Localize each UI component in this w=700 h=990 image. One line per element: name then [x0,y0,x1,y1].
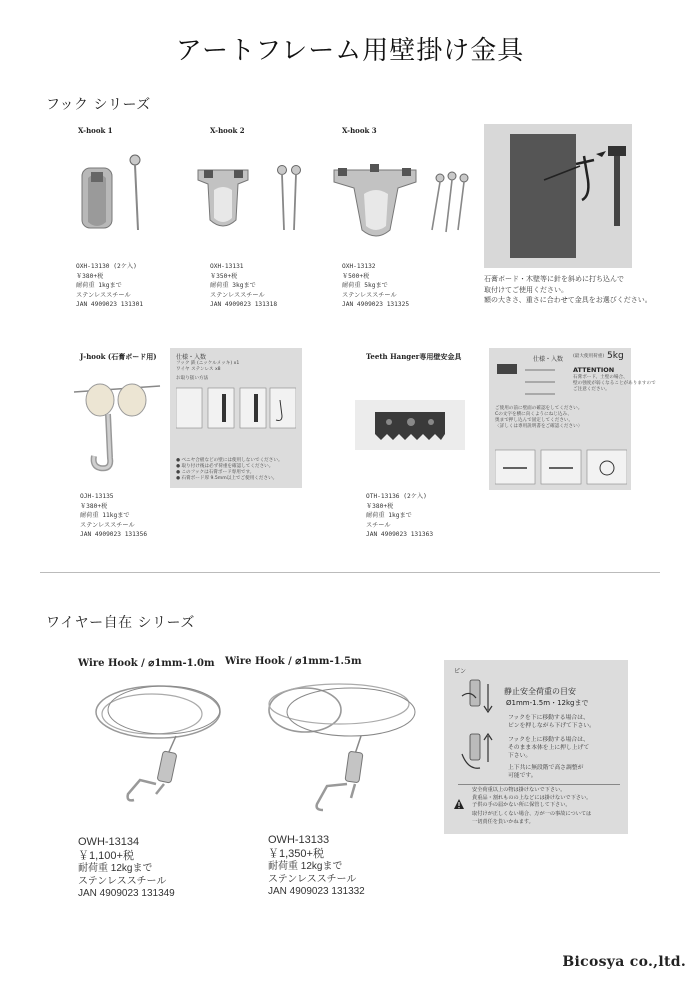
wirehook2-jan: JAN 4909023 131332 [268,886,365,897]
xhook3-code: OXH-13132 [342,263,376,270]
wirehook1-info [78,836,175,901]
xhook1-image [70,150,150,240]
wire-panel-step2: フックを上に移動する場合は、 そのまま本体を上に押し上げて 下さい。 [508,737,590,759]
wire-instruction-panel [444,660,628,834]
wire-panel-warn4: 取付けが正しくない場合、万が一の事故については 一切責任を負いかねます。 [472,811,592,825]
wirehook1-code: OWH-13134 [78,836,140,848]
xhook2-code: OXH-13131 [210,263,244,270]
wire-series-heading: ワイヤー自在 シリーズ [46,615,195,631]
xhook-note [484,274,652,306]
wire-panel-warn2: 貴重品・割れものの上などには掛けないで下さい。 [472,794,592,801]
wire-panel-warn3: 子供の手の届かない所に保管して下さい。 [472,802,571,809]
wire-panel-hand-diagram [452,676,500,786]
teeth-panel-weight-label: (最大使用荷重) [573,354,605,359]
jhook-panel-howto-title: お取り扱い方法 [176,376,209,381]
jhook-price: ￥380+税 [80,502,108,510]
wire-panel-step3: 上下共に無段階で高さ調整が 可能です。 [508,765,584,779]
teeth-label: Teeth Hanger専用壁安金具 [366,352,462,361]
jhook-code: OJH-13135 [80,493,114,500]
wirehook2-load: 耐荷重 12kgまで [268,861,343,872]
wire-panel-title: 静止安全荷重の目安 [504,687,576,696]
wirehook1-jan: JAN 4909023 131349 [78,888,175,899]
xhook-note-line2: 取付けてご使用ください。 [484,285,568,294]
warning-icon [454,794,464,804]
xhook-note-line1: 石膏ボード・木壁等に針を斜めに打ち込んで [484,275,624,283]
xhook1-info [76,262,143,310]
teeth-panel-attention: ATTENTION [573,366,615,374]
jhook-info [80,492,147,540]
xhook2-material: ステンレススチール [210,291,265,299]
teeth-image [355,400,465,450]
jhook-label: J-hook (石膏ボード用) [80,352,157,361]
xhook1-label: X-hook 1 [78,126,113,135]
brand-name: Bicosya co.,ltd. [562,954,686,970]
xhook3-label: X-hook 3 [342,126,377,135]
teeth-panel-weight-value: 5kg [607,351,624,361]
wirehook2-material: ステンレススチール [268,873,357,885]
jhook-panel-contents: フック 鉄 (ニッケルメッキ) x1 ワイヤ ステンレス x8 [176,361,240,372]
xhook2-image [190,160,320,235]
jhook-material: ステンレススチール [80,521,135,529]
wirehook1-image [80,672,230,832]
wire-panel-spec: Ø1mm-1.5m・12kgまで [506,699,589,707]
teeth-jan: JAN 4909023 131363 [366,531,434,538]
teeth-panel-steps-diagram [495,448,627,486]
wirehook1-material: ステンレススチール [78,875,167,887]
teeth-info [366,492,433,540]
page-title: アートフレーム用壁掛け金具 [175,36,525,66]
xhook2-label: X-hook 2 [210,126,245,135]
teeth-load: 耐荷重 1kgまで [366,512,412,519]
teeth-panel-contents-title: 仕様・入数 [533,356,564,363]
teeth-panel-parts-diagram [495,362,567,402]
wirehook2-code: OWH-13133 [268,834,330,846]
wire-panel-warn1: 安全荷重以上の物は掛けないで下さい。 [472,787,566,793]
xhook3-info [342,262,409,310]
xhook3-price: ￥500+税 [342,272,370,280]
jhook-load: 耐荷重 11kgまで [80,512,130,519]
wire-panel-pin-label: ピン [454,668,467,675]
xhook1-code: OXH-13130 (2ケ入) [76,263,137,270]
xhook3-material: ステンレススチール [342,291,397,299]
xhook2-load: 耐荷重 3kgまで [210,282,256,289]
teeth-code: OTH-13136 (2ケ入) [366,493,427,500]
jhook-image [70,370,170,480]
xhook1-material: ステンレススチール [76,291,131,299]
xhook-note-line3: 額の大きさ、重さに合わせて金具をお選びください。 [484,296,652,304]
wirehook1-label: Wire Hook / ⌀1mm-1.0m [78,658,215,669]
xhook1-load: 耐荷重 1kgまで [76,282,122,289]
wirehook2-image [255,680,425,820]
xhook2-jan: JAN 4909023 131318 [210,301,278,308]
teeth-panel-attention-text: 石膏ボード、土壁の場合、 壁の強度が弱くなることがありますので ご注意ください。 [573,375,656,392]
xhook3-load: 耐荷重 5kgまで [342,282,388,289]
jhook-instruction-panel [170,348,302,488]
jhook-panel-diagram [176,384,296,432]
wirehook2-price: ￥1,350+税 [268,847,324,860]
xhook2-info [210,262,277,310]
wire-panel-step1: フックを下に移動する場合は、 ピンを押しながら下げて下さい。 [508,715,595,729]
xhook1-jan: JAN 4909023 131301 [76,301,144,308]
wirehook2-label: Wire Hook / ⌀1mm-1.5m [225,656,362,667]
jhook-panel-contents-title: 仕様・入数 [176,354,207,361]
xhook1-price: ￥380+税 [76,272,104,280]
teeth-price: ￥380+税 [366,502,394,510]
jhook-panel-notes: ● ベニヤ合板などの壁には使用しないでください。 ● 取り付け後は必ず荷重を確認してください。 ● このフックは石膏ボード専用です。 ● 石膏ボード厚 9.5mm以上でご使用ください。 [176,458,283,481]
section-divider [40,572,660,573]
wirehook1-load: 耐荷重 12kgまで [78,863,153,874]
hook-series-heading: フック シリーズ [46,97,151,113]
jhook-jan: JAN 4909023 131356 [80,531,148,538]
wire-panel-rule [458,784,620,785]
teeth-panel-body: ご使用の前に壁面の確認をしてください。 Cの文字を横に向くようにねじ込み、 奥まで押し込んで固定してください。 〈詳しくは専用説明書をご確認ください〉 [495,406,583,429]
xhook2-price: ￥350+税 [210,272,238,280]
xhook3-image [328,158,478,240]
teeth-instruction-panel [489,348,656,490]
wirehook1-price: ￥1,100+税 [78,849,134,862]
xhook-install-photo [484,124,632,268]
teeth-material: スチール [366,521,391,529]
wirehook2-info [268,834,365,899]
xhook3-jan: JAN 4909023 131325 [342,301,410,308]
